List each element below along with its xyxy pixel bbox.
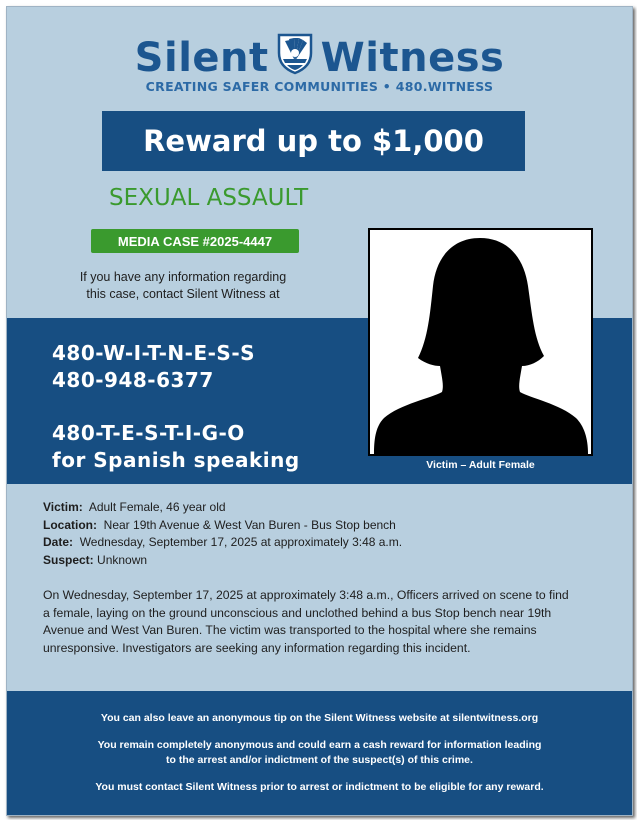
phone-number[interactable]: 480-948-6377 (52, 368, 214, 392)
detail-suspect (43, 552, 402, 570)
contact-intro-line2: this case, contact Silent Witness at (86, 287, 280, 301)
detail-location (43, 517, 402, 535)
brand-name-right: Witness (320, 35, 505, 81)
contact-intro-line1: If you have any information regarding (79, 270, 287, 284)
date-label: Date: (43, 535, 74, 549)
logo (7, 31, 632, 85)
detail-date (43, 534, 402, 552)
narrative-line2: a female, laying on the ground unconscious and unclothed behind a bus Stop bench near 19th (43, 605, 552, 620)
location-value: Near 19th Avenue & West Van Buren - Bus Stop bench (103, 517, 396, 532)
narrative-line1: On Wednesday, September 17, 2025 at approximately 3:48 a.m., Officers arrived on scene to find (43, 588, 569, 602)
narrative-line4: unresponsive. Investigators are seeking any information regarding this incident. (43, 640, 471, 655)
victim-value: Adult Female, 46 year old (88, 500, 226, 514)
detail-victim (43, 499, 402, 517)
victim-silhouette-image (368, 228, 593, 456)
footer-eligibility-line: You must contact Silent Witness prior to arrest or indictment to be eligible for any reward. (95, 781, 544, 793)
reward-banner: Reward up to $1,000 (102, 111, 525, 171)
victim-label: Victim: (43, 500, 83, 514)
footer-anonymous-line2: to the arrest and/or indictment of the suspect(s) of this crime. (166, 754, 473, 766)
narrative-line3: Avenue and West Van Buren. The victim was transported to the hospital where she remains (43, 623, 537, 637)
suspect-label: Suspect: (43, 552, 94, 567)
contact-intro (53, 269, 313, 303)
case-details (43, 499, 402, 569)
poster (6, 6, 633, 816)
location-label: Location: (43, 517, 97, 532)
suspect-value: Unknown (97, 552, 148, 567)
footer-anonymous-line1: You remain completely anonymous and could earn a cash reward for information leading (97, 739, 542, 751)
shield-logo-icon (277, 31, 313, 85)
case-number-badge: MEDIA CASE #2025-4447 (91, 229, 299, 253)
phone-witness[interactable]: 480-W-I-T-N-E-S-S (52, 341, 256, 365)
crime-type: SEXUAL ASSAULT (109, 185, 309, 211)
brand-name-left: Silent (134, 35, 269, 81)
photo-caption: Victim – Adult Female (426, 459, 535, 471)
date-value: Wednesday, September 17, 2025 at approximately 3:48 a.m. (79, 535, 403, 549)
tagline: CREATING SAFER COMMUNITIES • 480.WITNESS (145, 79, 494, 94)
footer-tip-line: You can also leave an anonymous tip on the Silent Witness website at silentwitness.org (100, 712, 539, 724)
phone-testigo[interactable]: 480-T-E-S-T-I-G-O (52, 421, 245, 445)
incident-narrative (43, 587, 603, 657)
footer-banner (7, 691, 632, 815)
spanish-label: for Spanish speaking (52, 448, 300, 472)
